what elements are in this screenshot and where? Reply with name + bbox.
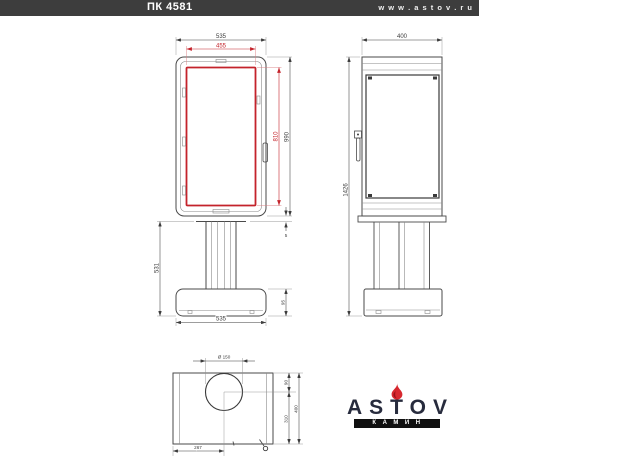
dimension-label: 400: [396, 34, 408, 40]
front-base: [176, 289, 266, 316]
foot: [188, 311, 192, 314]
base-slab: [176, 289, 266, 316]
latch-detail: [257, 96, 260, 104]
dimension-label: 535: [215, 34, 227, 40]
corner-detail: [368, 77, 372, 80]
damper-knob: [263, 446, 267, 450]
side-pedestal: [374, 222, 430, 289]
door-side-profile: [366, 75, 439, 198]
side-body: [355, 57, 447, 222]
front-dimensions: [155, 34, 293, 326]
dimension-label: 310: [283, 415, 289, 423]
top-view: [173, 355, 303, 457]
latch-mark: [233, 442, 234, 446]
model-title: ПК 4581: [147, 1, 193, 13]
dimension-label: 455: [215, 43, 227, 50]
dimension-label: 531: [154, 262, 161, 274]
corner-detail: [433, 194, 437, 197]
foot: [250, 311, 254, 314]
handle-bar: [357, 138, 361, 161]
brand-subtitle: КАМИН: [354, 419, 440, 428]
top-dimensions: [173, 355, 303, 457]
foot: [425, 311, 430, 314]
brand-logo: [343, 383, 454, 433]
dimension-label: Ø 150: [217, 354, 231, 360]
dimension-label: 990: [284, 131, 291, 143]
dimension-label: 810: [273, 131, 280, 142]
side-view: [344, 34, 447, 316]
top-body: [173, 373, 296, 456]
front-pedestal: [196, 222, 246, 290]
website-url: w w w . a s t o v . r u: [378, 3, 473, 12]
door-inner-frame: [181, 62, 262, 212]
brand-name: ASTOV: [347, 396, 454, 419]
hearth-shelf: [358, 216, 446, 222]
dimension-label: 535: [215, 316, 227, 323]
dimension-label: 400: [293, 405, 299, 413]
handle-pin: [357, 134, 359, 136]
dimension-label: 5: [284, 233, 288, 238]
corner-detail: [368, 194, 372, 197]
front-door: [176, 57, 268, 216]
damper-lever: [260, 440, 265, 447]
foot: [376, 311, 381, 314]
dimension-label: 267: [194, 445, 202, 450]
dimension-label: 95: [280, 299, 286, 306]
dimension-label: 90: [283, 379, 289, 386]
side-base: [364, 289, 442, 316]
hinge: [183, 186, 186, 195]
dimension-label: 1426: [343, 183, 350, 197]
front-view: [155, 34, 293, 326]
hinge: [183, 88, 186, 97]
corner-detail: [433, 77, 437, 80]
door-glass: [187, 68, 256, 206]
top-detail: [216, 60, 226, 63]
door-handle: [263, 143, 268, 162]
door-frame: [176, 57, 266, 216]
hinge: [183, 137, 186, 146]
